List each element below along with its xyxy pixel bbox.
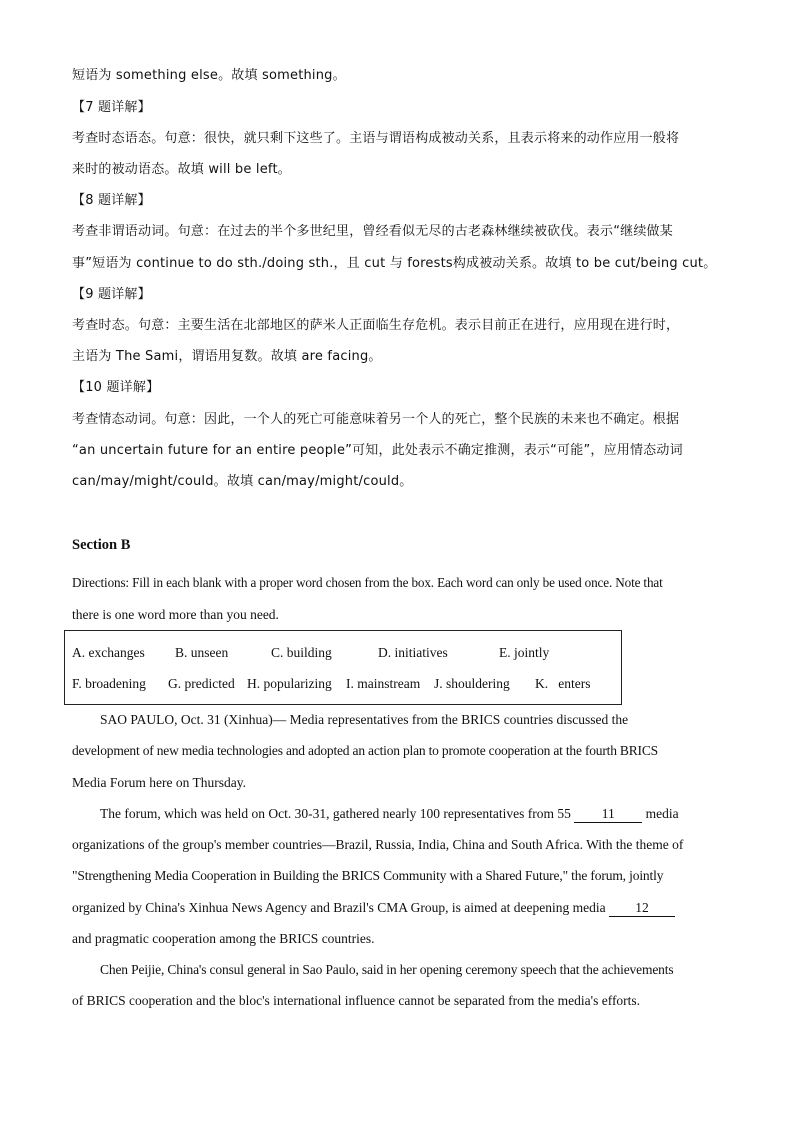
- blank-11[interactable]: 11: [574, 806, 642, 823]
- paragraph-line: "Strengthening Media Cooperation in Building the BRICS Community with a Shared Future," the forum, jointly: [72, 868, 664, 883]
- q9-title: 【9 题详解】: [72, 287, 151, 302]
- word-bank-box: [64, 630, 622, 705]
- word-option: I. mainstream: [346, 676, 421, 691]
- directions-line: there is one word more than you need.: [72, 607, 279, 622]
- paragraph-text: media: [642, 806, 679, 821]
- paragraph-text: The forum, which was held on Oct. 30-31, gathered nearly 100 representatives from 55: [100, 806, 575, 821]
- section-heading: Section B: [72, 537, 131, 553]
- q7-explanation-line: 考查时态语态。句意：很快，就只剩下这些了。主语与谓语构成被动关系，且表示将来的动作应用一般将: [72, 131, 680, 146]
- word-option: D. initiatives: [378, 645, 448, 660]
- word-option: A. exchanges: [72, 645, 145, 660]
- paragraph-line: development of new media technologies and adopted an action plan to promote cooperation at the fourth BRICS: [72, 743, 658, 758]
- word-option: K. enters: [535, 676, 591, 691]
- paragraph-line: of BRICS cooperation and the bloc's international influence cannot be separated from the media's efforts.: [72, 993, 641, 1008]
- q8-title: 【8 题详解】: [72, 193, 151, 208]
- q7-title: 【7 题详解】: [72, 100, 151, 115]
- q10-explanation-line: 考查情态动词。句意：因此，一个人的死亡可能意味着另一个人的死亡，整个民族的未来也不确定。根据: [72, 412, 680, 427]
- word-option: G. predicted: [168, 676, 235, 691]
- q9-explanation-line: 主语为 The Sami，谓语用复数。故填 are facing。: [72, 349, 382, 364]
- paragraph-line: [72, 898, 722, 918]
- paragraph-line: Media Forum here on Thursday.: [72, 775, 246, 790]
- word-option: C. building: [271, 645, 332, 660]
- word-option: B. unseen: [175, 645, 229, 660]
- q8-explanation-line: 事”短语为 continue to do sth./doing sth.，且 cut 与 forests构成被动关系。故填 to be cut/being cut。: [72, 256, 717, 271]
- word-option: F. broadening: [72, 676, 146, 691]
- q7-explanation-line: 来时的被动语态。故填 will be left。: [72, 162, 291, 177]
- paragraph-line: and pragmatic cooperation among the BRICS countries.: [72, 931, 375, 946]
- paragraph-line: Chen Peijie, China's consul general in Sao Paulo, said in her opening ceremony speech that the achievements: [100, 962, 674, 977]
- q9-explanation-line: 考查时态。句意：主要生活在北部地区的萨米人正面临生存危机。表示目前正在进行，应用现在进行时，: [72, 318, 680, 333]
- blank-12[interactable]: 12: [609, 900, 675, 917]
- word-option: J. shouldering: [434, 676, 510, 691]
- paragraph-line: [100, 804, 720, 824]
- q10-explanation-line: “an uncertain future for an entire people”可知，此处表示不确定推测，表示“可能”，应用情态动词: [72, 443, 683, 458]
- paragraph-text: organized by China's Xinhua News Agency and Brazil's CMA Group, is aimed at deepening media: [72, 900, 610, 915]
- q10-title: 【10 题详解】: [72, 380, 160, 395]
- q8-explanation-line: 考查非谓语动词。句意：在过去的半个多世纪里，曾经看似无尽的古老森林继续被砍伐。表示“继续做某: [72, 224, 673, 239]
- answer-line: 短语为 something else。故填 something。: [72, 68, 346, 83]
- directions-line: Directions: Fill in each blank with a proper word chosen from the box. Each word can only be used once. Note that: [72, 575, 663, 590]
- q10-explanation-line: can/may/might/could。故填 can/may/might/could。: [72, 474, 413, 489]
- paragraph-line: organizations of the group's member countries—Brazil, Russia, India, China and South Africa. With the theme of: [72, 837, 684, 852]
- word-option: H. popularizing: [247, 676, 332, 691]
- word-option: E. jointly: [499, 645, 550, 660]
- paragraph-line: SAO PAULO, Oct. 31 (Xinhua)— Media representatives from the BRICS countries discussed the: [100, 712, 629, 727]
